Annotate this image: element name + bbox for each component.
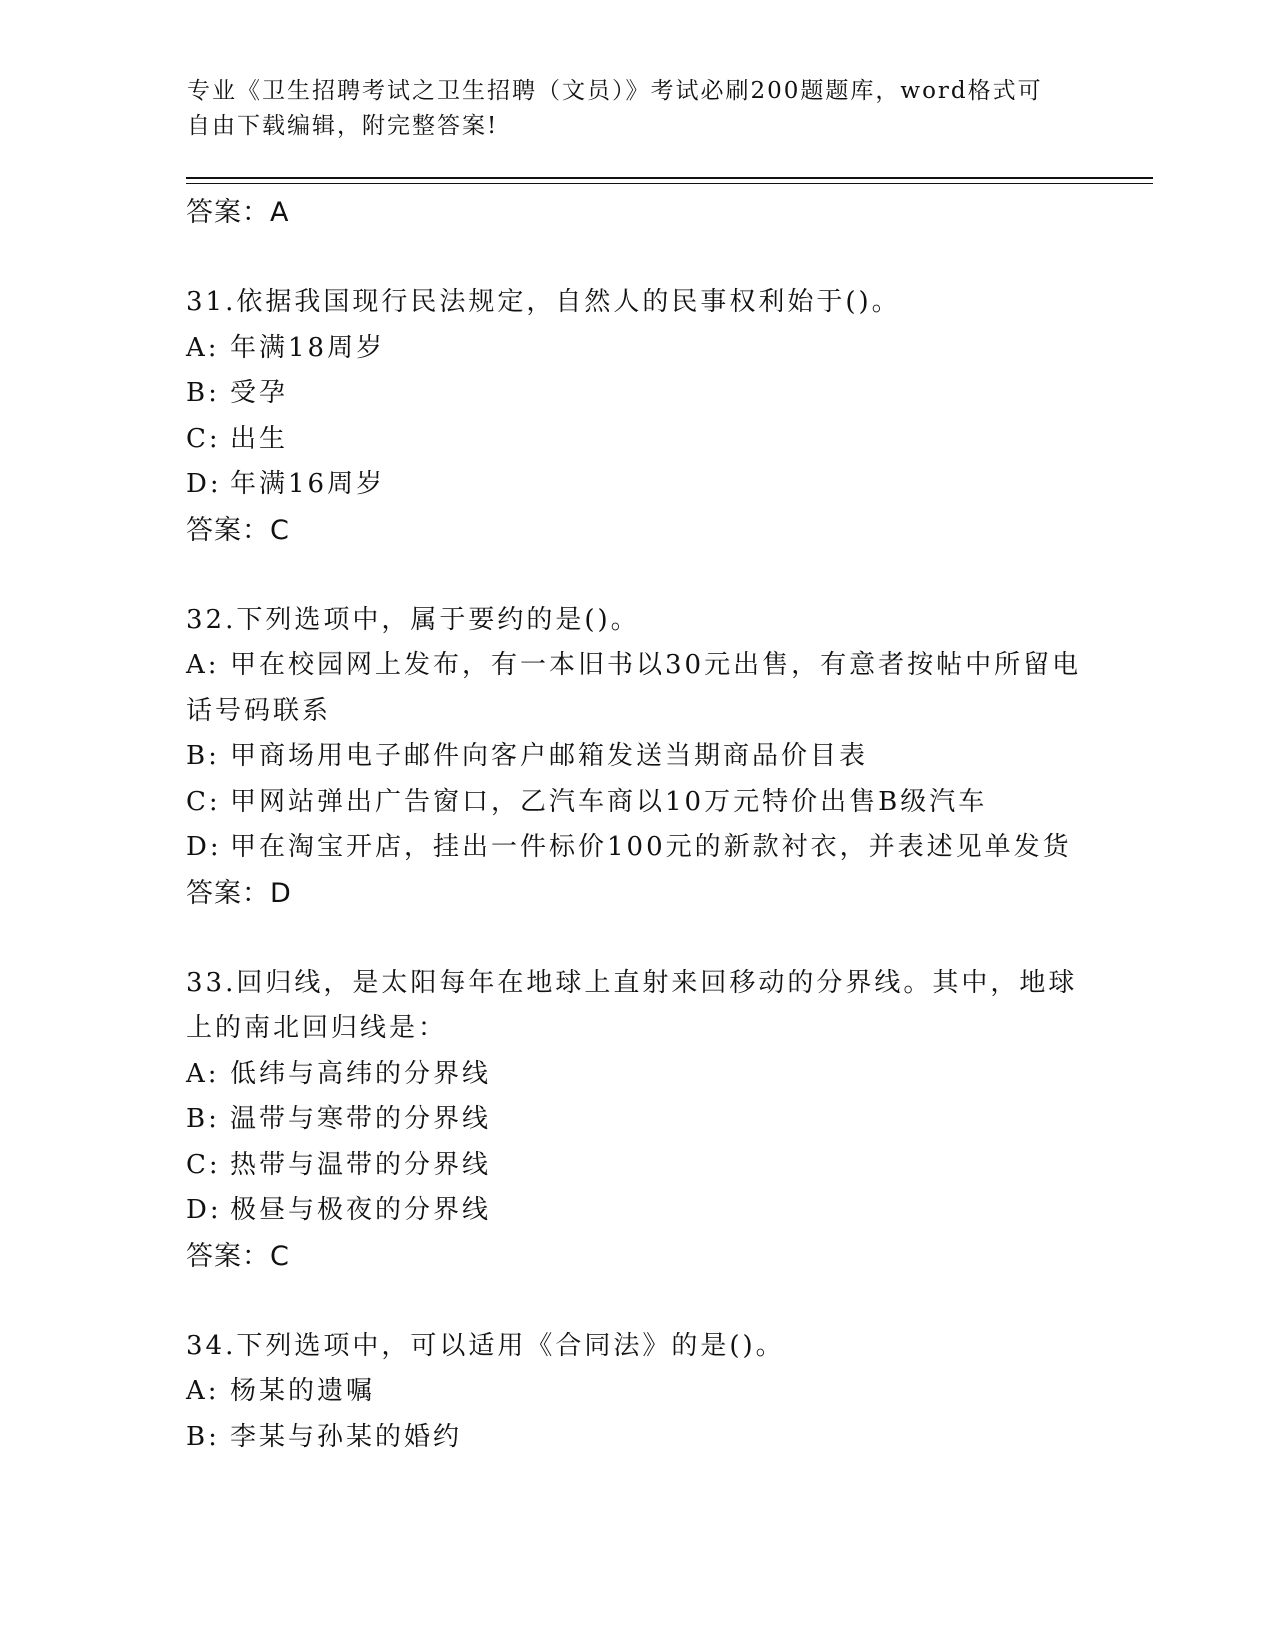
option-text: 极昼与极夜的分界线 [230, 1195, 492, 1225]
option-c [186, 780, 1086, 826]
question-stem: 32.下列选项中，属于要约的是()。 [186, 604, 640, 635]
header-rule-thin [186, 183, 1153, 184]
option-text: 甲在淘宝开店，挂出一件标价100元的新款衬衣，并表述见单发货 [230, 832, 1072, 862]
option-text: 甲在校园网上发布，有一本旧书以30元出售，有意者按帖中所留电话号码联系 [186, 650, 1082, 726]
option-text: 杨某的遗嘱 [230, 1376, 376, 1406]
question-31 [186, 280, 1086, 554]
option-text: 受孕 [230, 378, 289, 408]
answer-line: 答案：A [186, 197, 290, 228]
option-d [186, 825, 1086, 871]
option-text: 出生 [230, 423, 289, 454]
option-text: 甲网站弹出广告窗口，乙汽车商以10万元特价出售B级汽车 [230, 786, 988, 817]
option-b [186, 371, 1086, 417]
question-34 [186, 1324, 1086, 1461]
option-a [186, 1052, 1086, 1098]
option-letter: A: [186, 1058, 220, 1089]
answer-line: 答案：C [186, 514, 290, 546]
page-header: 专业《卫生招聘考试之卫生招聘（文员）》考试必刷200题题库，word格式可自由下载编辑，附完整答案! [187, 78, 1043, 139]
option-text: 低纬与高纬的分界线 [230, 1058, 492, 1089]
option-letter: C: [186, 423, 221, 454]
option-letter: D: [186, 832, 222, 862]
option-b [186, 734, 1086, 780]
option-text: 年满18周岁 [230, 332, 386, 363]
option-c [186, 1143, 1086, 1189]
answer-line: 答案：D [186, 877, 292, 909]
option-text: 年满16周岁 [230, 469, 386, 499]
option-d [186, 462, 1086, 508]
option-letter: A: [186, 332, 220, 363]
option-a [186, 1369, 1086, 1415]
option-c [186, 417, 1086, 463]
option-text: 甲商场用电子邮件向客户邮箱发送当期商品价目表 [230, 741, 869, 771]
option-letter: B: [186, 378, 220, 408]
question-33 [186, 961, 1086, 1280]
option-text: 李某与孙某的婚约 [230, 1421, 463, 1452]
option-text: 温带与寒带的分界线 [230, 1104, 492, 1134]
header-rule-thick [186, 177, 1153, 179]
option-letter: A: [186, 650, 220, 680]
answer-line: 答案：C [186, 1240, 290, 1272]
question-stem: 31.依据我国现行民法规定，自然人的民事权利始于()。 [186, 287, 901, 317]
option-letter: B: [186, 741, 220, 771]
option-letter: D: [186, 1195, 222, 1225]
option-a [186, 326, 1086, 372]
option-text: 热带与温带的分界线 [230, 1149, 492, 1180]
option-letter: B: [186, 1421, 220, 1452]
question-32 [186, 598, 1086, 917]
option-b [186, 1415, 1086, 1461]
document-body [186, 190, 1086, 1460]
option-a [186, 643, 1086, 734]
option-letter: C: [186, 786, 221, 817]
option-letter: D: [186, 469, 222, 499]
question-stem: 34.下列选项中，可以适用《合同法》的是()。 [186, 1330, 785, 1361]
option-letter: B: [186, 1104, 220, 1134]
option-letter: C: [186, 1149, 221, 1180]
option-d [186, 1188, 1086, 1234]
question-stem: 33.回归线，是太阳每年在地球上直射来回移动的分界线。其中，地球上的南北回归线是： [186, 967, 1078, 1043]
option-b [186, 1097, 1086, 1143]
option-letter: A: [186, 1376, 220, 1406]
